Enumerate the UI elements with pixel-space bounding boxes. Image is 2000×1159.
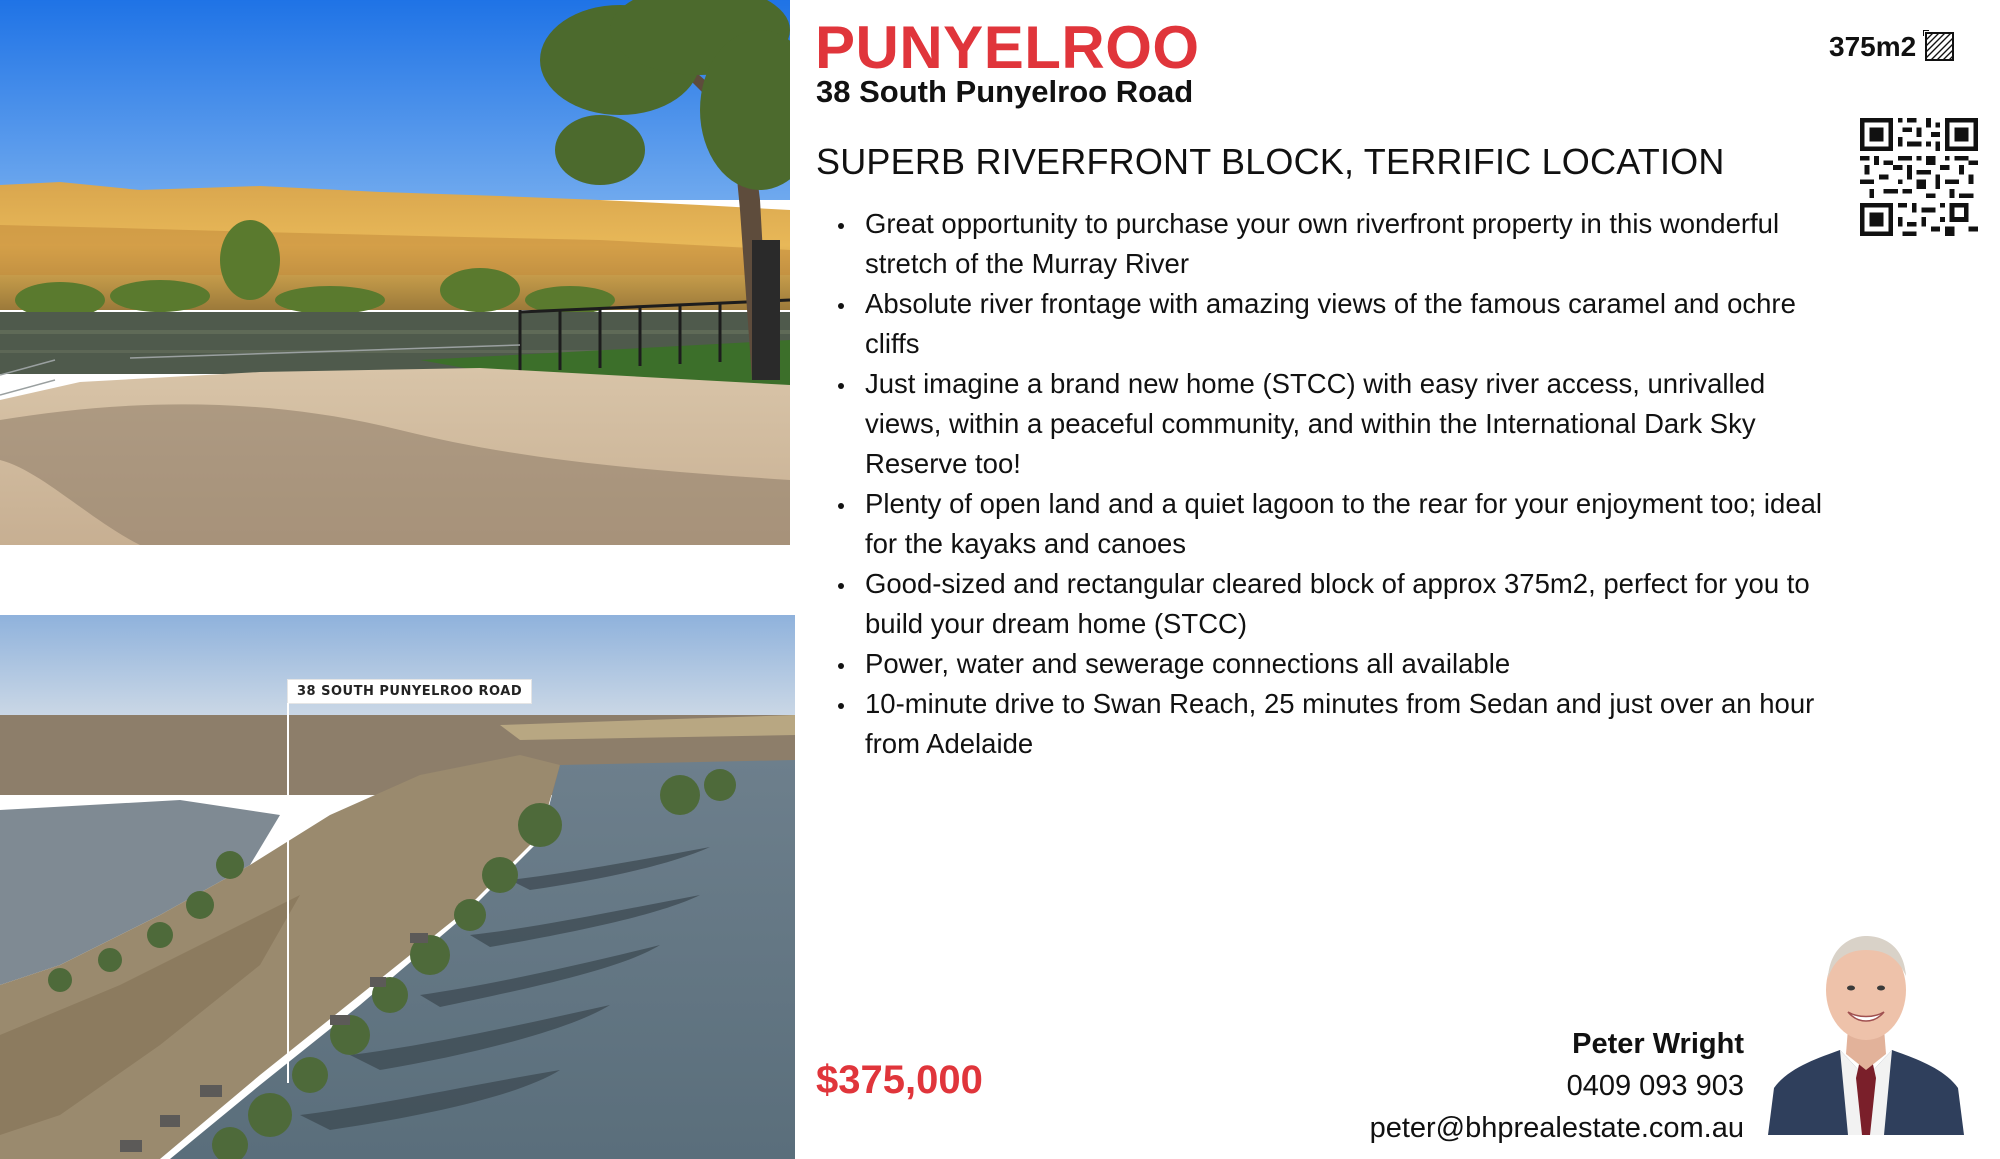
agent-phone[interactable]: 0409 093 903 [1566, 1070, 1744, 1102]
agent-name: Peter Wright [1572, 1028, 1744, 1060]
feature-item: Great opportunity to purchase your own riverfront property in this wonderful stretch of the Murray River [838, 204, 1838, 284]
qr-code[interactable] [1860, 118, 1978, 236]
riverfront-photo [0, 0, 790, 545]
land-area [1829, 30, 1956, 63]
feature-item: 10-minute drive to Swan Reach, 25 minutes from Sedan and just over an hour from Adelaide [838, 684, 1838, 764]
aerial-address-label: 38 SOUTH PUNYELROO ROAD [287, 679, 532, 704]
agent-contact [1370, 1023, 1744, 1149]
feature-item: Power, water and sewerage connections all available [838, 644, 1838, 684]
agent-portrait [1768, 928, 1964, 1135]
feature-item: Plenty of open land and a quiet lagoon to the rear for your enjoyment too; ideal for the kayaks and canoes [838, 484, 1838, 564]
feature-item: Absolute river frontage with amazing views of the famous caramel and ochre cliffs [838, 284, 1838, 364]
aerial-photo [0, 615, 795, 1159]
aerial-location-pin [287, 703, 289, 1083]
feature-item: Good-sized and rectangular cleared block of approx 375m2, perfect for you to build your dream home (STCC) [838, 564, 1838, 644]
agent-email[interactable]: peter@bhprealestate.com.au [1369, 1112, 1744, 1144]
land-area-value: 375m2 [1829, 30, 1917, 62]
listing-price: $375,000 [816, 1058, 983, 1102]
feature-item: Just imagine a brand new home (STCC) with easy river access, unrivalled views, within a peaceful community, and within the International Dark Sky Reserve too! [838, 364, 1838, 484]
listing-headline: SUPERB RIVERFRONT BLOCK, TERRIFIC LOCATION [816, 141, 1725, 182]
floor-area-icon [1923, 30, 1956, 63]
feature-list [838, 204, 1838, 764]
suburb-title: PUNYELROO [815, 14, 1200, 81]
street-address: 38 South Punyelroo Road [816, 74, 1194, 109]
